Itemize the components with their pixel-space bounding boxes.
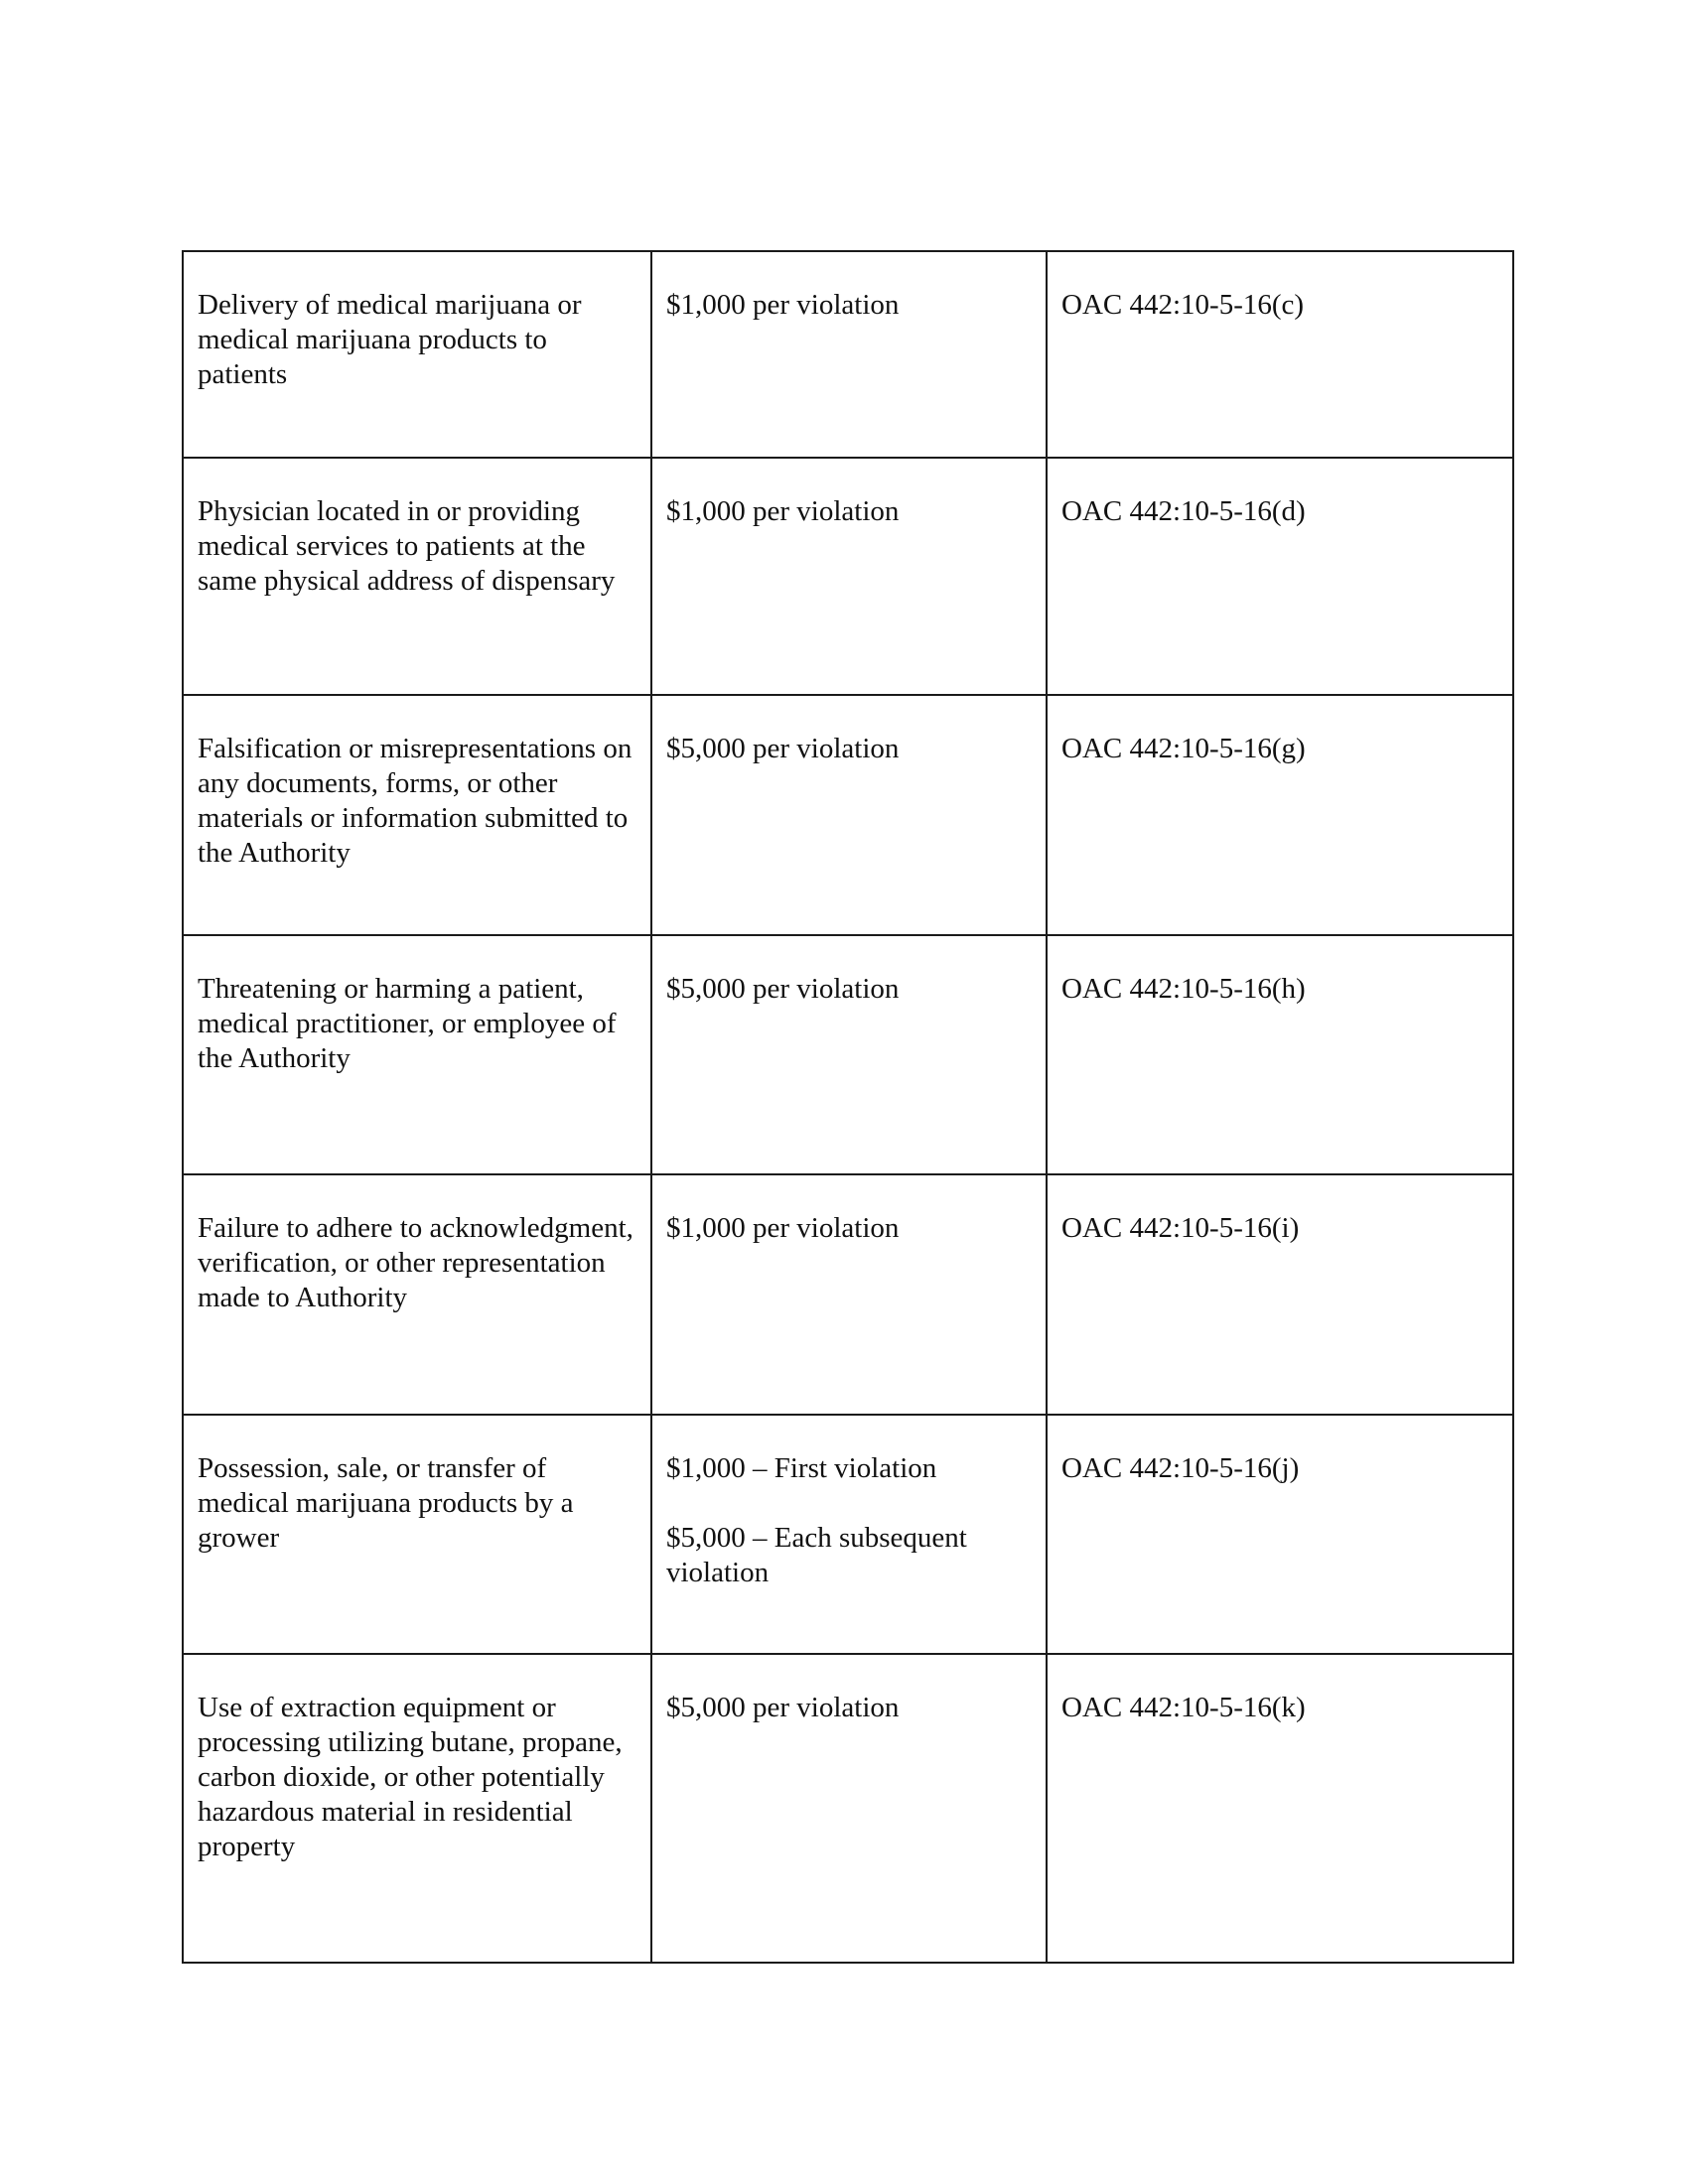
fine-text: $5,000 per violation	[666, 973, 900, 1005]
table-row	[183, 1174, 1513, 1415]
fine-text: $5,000 per violation	[666, 1692, 900, 1723]
citation-text: OAC 442:10-5-16(g)	[1061, 733, 1306, 764]
fine-cell	[651, 935, 1047, 1174]
fine-cell	[651, 1174, 1047, 1415]
violation-text: Falsification or misrepresentations on any documents, forms, or other materials or information submitted to the Authority	[198, 733, 633, 869]
fine-text: $5,000 per violation	[666, 733, 900, 764]
violation-cell	[183, 935, 651, 1174]
violation-text: Physician located in or providing medical services to patients at the same physical address of dispensary	[198, 495, 616, 597]
violation-cell	[183, 1174, 651, 1415]
table-row	[183, 695, 1513, 935]
table-row	[183, 251, 1513, 458]
citation-cell	[1047, 1654, 1513, 1963]
citation-text: OAC 442:10-5-16(c)	[1061, 289, 1305, 321]
citation-text: OAC 442:10-5-16(j)	[1061, 1452, 1300, 1484]
violation-text: Delivery of medical marijuana or medical marijuana products to patients	[198, 289, 582, 390]
citation-text: OAC 442:10-5-16(k)	[1061, 1692, 1306, 1723]
fine-cell	[651, 1415, 1047, 1654]
violation-cell	[183, 1654, 651, 1963]
citation-cell	[1047, 251, 1513, 458]
fine-cell	[651, 1654, 1047, 1963]
fine-text-first: $1,000 – First violation	[666, 1452, 937, 1484]
citation-cell	[1047, 935, 1513, 1174]
penalty-table	[182, 250, 1514, 1964]
table-row	[183, 458, 1513, 695]
violation-cell	[183, 1415, 651, 1654]
fine-cell	[651, 695, 1047, 935]
table-row	[183, 935, 1513, 1174]
citation-cell	[1047, 695, 1513, 935]
table-row	[183, 1654, 1513, 1963]
fine-text: $1,000 per violation	[666, 289, 900, 321]
citation-cell	[1047, 1174, 1513, 1415]
violation-cell	[183, 695, 651, 935]
violation-cell	[183, 251, 651, 458]
citation-text: OAC 442:10-5-16(d)	[1061, 495, 1306, 527]
violation-text: Possession, sale, or transfer of medical marijuana products by a grower	[198, 1452, 574, 1554]
fine-text: $1,000 per violation	[666, 1212, 900, 1244]
citation-cell	[1047, 458, 1513, 695]
fine-text: $1,000 per violation	[666, 495, 900, 527]
citation-cell	[1047, 1415, 1513, 1654]
violation-cell	[183, 458, 651, 695]
violation-text: Failure to adhere to acknowledgment, verification, or other representation made to Authority	[198, 1212, 633, 1313]
violation-text: Threatening or harming a patient, medical practitioner, or employee of the Authority	[198, 973, 617, 1074]
citation-text: OAC 442:10-5-16(h)	[1061, 973, 1306, 1005]
violation-text: Use of extraction equipment or processing utilizing butane, propane, carbon dioxide, or other potentially hazardous material in residential property	[198, 1692, 623, 1862]
citation-text: OAC 442:10-5-16(i)	[1061, 1212, 1300, 1244]
fine-cell	[651, 251, 1047, 458]
fine-text-subsequent: $5,000 – Each subsequent violation	[666, 1522, 967, 1588]
table-row	[183, 1415, 1513, 1654]
fine-cell	[651, 458, 1047, 695]
